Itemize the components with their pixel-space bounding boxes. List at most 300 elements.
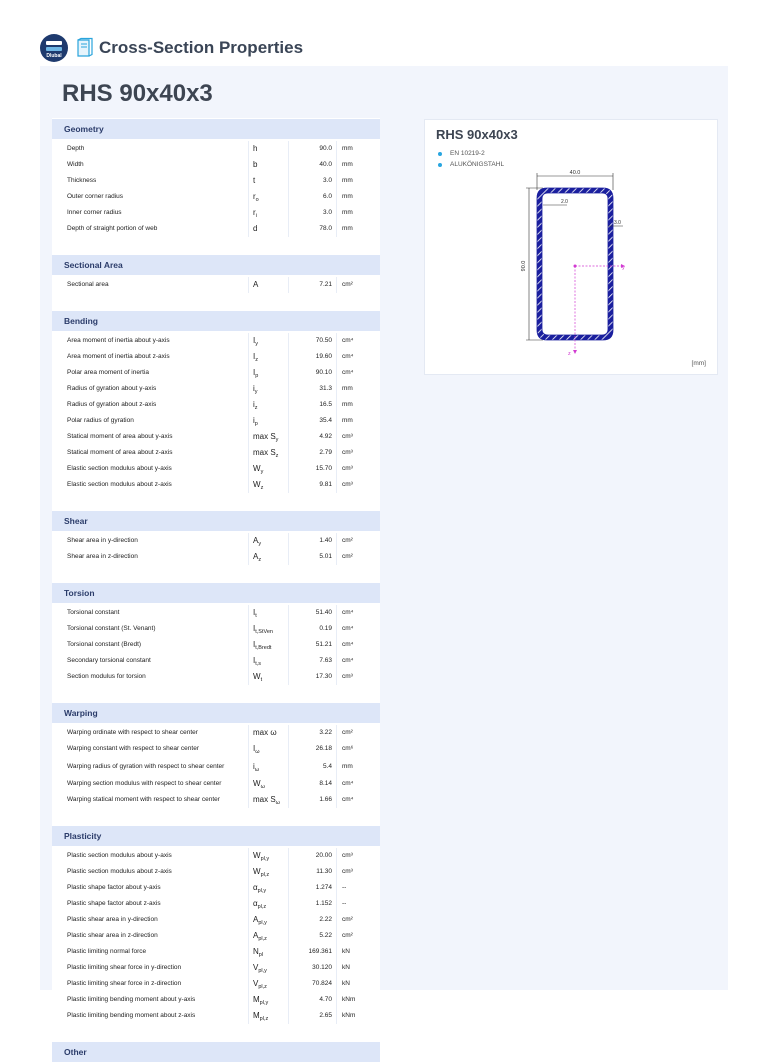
property-unit: cm³ [342,852,353,859]
property-symbol [253,848,269,864]
property-row [52,992,380,1008]
symbol-main: r [253,208,256,217]
symbol-main: W [253,464,261,473]
property-value: 30.120 [312,964,332,971]
property-symbol [253,549,261,565]
property-value: 4.70 [319,996,332,1003]
property-value: 2.65 [319,1012,332,1019]
property-value: 1.66 [319,796,332,803]
symbol-subscript: ω [254,767,260,773]
symbol-main: i [253,762,255,771]
radius-dimension-label: 2.0 [561,199,568,205]
property-unit: cm³ [342,868,353,875]
property-value: 51.40 [315,609,332,616]
property-value: 9.81 [319,481,332,488]
property-description: Elastic section modulus about z-axis [67,481,172,488]
property-description: Plastic limiting bending moment about z-axis [67,1012,196,1019]
symbol-main: V [253,979,259,988]
symbol-main: I [253,640,256,649]
property-row [52,976,380,992]
symbol-subscript: y [275,437,279,443]
property-unit: cm⁴ [342,337,354,344]
property-description: Radius of gyration about y-axis [67,385,157,392]
symbol-main: A [253,536,259,545]
property-row [52,621,380,637]
property-value: 169.361 [308,948,332,955]
symbol-main: A [253,280,259,289]
property-row [52,365,380,381]
symbol-subscript: pl,y [257,888,267,894]
symbol-subscript: t,StVen [255,629,273,635]
symbol-subscript: z [255,357,258,363]
property-unit: cm⁴ [342,796,354,803]
property-value: 40.0 [319,161,332,168]
property-row [52,445,380,461]
rhs-section-shape [537,188,613,340]
property-value: 5.4 [322,763,332,770]
property-symbol [253,741,260,757]
symbol-subscript: p [254,421,258,427]
property-value: 51.21 [315,641,332,648]
section-header: Bending [52,311,380,331]
property-description: Plastic limiting bending moment about y-axis [67,996,196,1003]
property-row [52,477,380,493]
property-symbol [253,960,267,976]
symbol-subscript: ω [275,800,280,806]
symbol-subscript: pl,z [258,936,267,942]
symbol-main: max ω [253,728,277,737]
symbol-main: I [253,744,256,753]
symbol-main: d [253,224,258,233]
symbol-subscript: i [255,213,257,219]
symbol-main: i [253,416,255,425]
property-row [52,1008,380,1024]
symbol-subscript: pl,y [258,968,267,974]
property-unit: cm⁴ [342,369,354,376]
section-header: Geometry [52,119,380,139]
property-row [52,221,380,237]
property-symbol [253,776,265,792]
property-value: 19.60 [315,353,332,360]
property-symbol [253,792,280,808]
property-row [52,757,380,776]
property-description: Warping radius of gyration with respect to shear center [67,762,225,770]
property-description: Width [67,161,84,168]
symbol-main: I [253,336,256,345]
property-value: 1.152 [315,900,332,907]
symbol-main: i [253,400,255,409]
symbol-main: N [253,947,259,956]
property-description: Inner corner radius [67,209,122,216]
section-shear [52,511,380,563]
property-unit: -- [342,884,347,891]
property-value: 78.0 [319,225,332,232]
section-bending [52,311,380,491]
property-row [52,349,380,365]
property-symbol [253,413,258,429]
property-symbol [253,205,257,221]
property-symbol [253,221,257,237]
property-symbol [253,928,267,944]
section-header: Plasticity [52,826,380,846]
property-symbol [253,141,257,157]
property-unit: mm [342,763,353,770]
symbol-main: A [253,931,259,940]
property-unit: mm [342,225,353,232]
page-title: RHS 90x40x3 [62,80,213,107]
app-header [40,34,303,62]
property-unit: cm⁴ [342,657,354,664]
symbol-subscript: t [260,677,263,683]
property-unit: cm² [342,729,353,736]
symbol-subscript: t [255,613,257,619]
property-value: 20.00 [315,852,332,859]
property-row [52,669,380,685]
property-row [52,928,380,944]
property-unit: cm⁴ [342,625,354,632]
symbol-subscript: pl,z [259,1016,269,1022]
property-unit: cm⁶ [342,745,354,752]
property-symbol [253,976,267,992]
property-unit: cm⁴ [342,609,354,616]
property-description: Warping constant with respect to shear center [67,745,199,752]
symbol-main: max S [253,795,276,804]
property-value: 3.22 [319,729,332,736]
property-row [52,381,380,397]
centroid-marker [574,265,577,268]
property-value: 7.21 [319,281,332,288]
property-unit: mm [342,385,353,392]
symbol-subscript: pl,z [258,984,267,990]
property-value: 70.50 [315,337,332,344]
property-unit: kN [342,964,350,971]
property-symbol [253,429,278,445]
property-description: Thickness [67,177,97,184]
symbol-subscript: pl,y [259,1000,269,1006]
section-other [52,1042,380,1062]
property-row [52,429,380,445]
app-title: Cross-Section Properties [99,38,304,57]
section-geometry [52,119,380,233]
section-sectional-area [52,255,380,289]
standard-label: ALUKÖNIGSTAHL [450,161,505,168]
property-unit: cm⁴ [342,641,354,648]
property-value: 2.79 [319,449,332,456]
property-description: Plastic limiting shear force in z-direction [67,980,182,987]
symbol-main: M [253,995,260,1004]
property-unit: cm⁴ [342,780,354,787]
property-symbol [253,880,266,896]
property-description: Depth [67,145,85,152]
property-symbol [253,397,258,413]
symbol-subscript: y [255,341,258,347]
symbol-main: W [253,867,261,876]
property-unit: cm³ [342,465,353,472]
property-symbol [253,912,267,928]
property-row [52,792,380,808]
property-symbol [253,605,257,621]
section-header: Sectional Area [52,255,380,275]
card-title: RHS 90x40x3 [436,127,518,142]
symbol-main: I [253,624,256,633]
property-description: Outer corner radius [67,193,123,200]
property-description: Plastic limiting shear force in y-direction [67,964,182,971]
property-row [52,141,380,157]
property-value: 17.30 [315,673,332,680]
property-row [52,637,380,653]
property-value: 35.4 [319,417,332,424]
property-description: Area moment of inertia about z-axis [67,353,170,360]
property-symbol [253,477,263,493]
section-torsion [52,583,380,683]
property-description: Secondary torsional constant [67,657,151,664]
property-description: Warping section modulus with respect to shear center [67,780,222,787]
property-row [52,880,380,896]
symbol-subscript: ω [255,749,260,755]
property-description: Plastic shape factor about z-axis [67,900,161,907]
property-description: Shear area in z-direction [67,553,138,560]
symbol-main: W [253,779,261,788]
property-symbol [253,349,258,365]
property-description: Plastic shear area in y-direction [67,916,158,923]
symbol-subscript: z [254,405,258,411]
property-value: 90.0 [319,145,332,152]
property-row [52,413,380,429]
property-description: Shear area in y-direction [67,537,138,544]
symbol-main: A [253,915,259,924]
y-axis-label: y [622,265,625,271]
units-note: [mm] [691,360,706,367]
symbol-subscript: pl [258,952,264,958]
property-row [52,549,380,565]
property-description: Statical moment of area about y-axis [67,433,173,440]
property-symbol [253,157,257,173]
property-row [52,397,380,413]
cross-section-drawing [425,120,719,376]
property-row [52,944,380,960]
property-value: 26.18 [315,745,332,752]
symbol-main: I [253,368,256,377]
property-unit: cm³ [342,673,353,680]
property-symbol [253,725,277,741]
property-description: Warping statical moment with respect to shear center [67,796,220,803]
property-value: 1.40 [319,537,332,544]
property-value: 8.14 [319,780,332,787]
property-unit: cm² [342,537,353,544]
section-header: Other [52,1042,380,1062]
property-symbol [253,461,263,477]
symbol-main: t [253,176,256,185]
property-value: 7.63 [319,657,332,664]
book-icon [75,38,93,58]
property-symbol [253,757,259,776]
symbol-main: α [253,899,258,908]
property-description: Torsional constant (Bredt) [67,641,142,648]
height-dimension-label: 90.0 [521,260,527,272]
property-unit: mm [342,401,353,408]
property-unit: mm [342,161,353,168]
property-unit: cm³ [342,449,353,456]
property-symbol [253,896,266,912]
symbol-subscript: pl,y [260,856,270,862]
symbol-subscript: z [275,453,279,459]
properties-table [52,118,380,1057]
property-row [52,896,380,912]
property-description: Plastic section modulus about z-axis [67,868,172,875]
z-axis-label: z [568,351,571,357]
property-unit: mm [342,145,353,152]
symbol-main: A [253,552,259,561]
property-description: Area moment of inertia about y-axis [67,337,170,344]
property-description: Elastic section modulus about y-axis [67,465,172,472]
symbol-subscript: y [258,541,262,547]
property-description: Plastic limiting normal force [67,948,147,955]
property-row [52,205,380,221]
thickness-dimension-label: 3.0 [614,220,621,226]
section-plasticity [52,826,380,1022]
property-row [52,864,380,880]
section-warping [52,703,380,806]
section-header: Warping [52,703,380,723]
property-symbol [253,533,261,549]
property-symbol [253,944,263,960]
property-unit: -- [342,900,347,907]
symbol-subscript: p [255,373,259,379]
property-row [52,189,380,205]
property-row [52,776,380,792]
property-row [52,533,380,549]
property-value: 2.22 [319,916,332,923]
property-row [52,173,380,189]
property-row [52,605,380,621]
property-unit: mm [342,209,353,216]
property-unit: cm² [342,916,353,923]
property-symbol [253,653,261,669]
property-description: Sectional area [67,281,109,288]
symbol-main: max S [253,448,276,457]
property-row [52,653,380,669]
symbol-main: I [253,608,256,617]
symbol-subscript: z [260,485,264,491]
property-unit: kNm [342,1012,356,1019]
property-symbol [253,173,255,189]
property-description: Warping ordinate with respect to shear center [67,729,198,736]
property-row [52,333,380,349]
property-description: Polar radius of gyration [67,417,134,424]
property-symbol [253,333,258,349]
symbol-main: W [253,851,261,860]
property-row [52,725,380,741]
property-description: Radius of gyration about z-axis [67,401,157,408]
symbol-main: i [253,384,255,393]
property-description: Plastic section modulus about y-axis [67,852,172,859]
symbol-subscript: ω [260,784,265,790]
property-value: 0.19 [319,625,332,632]
property-row [52,912,380,928]
property-symbol [253,637,271,653]
property-symbol [253,669,262,685]
section-header: Torsion [52,583,380,603]
property-description: Plastic shear area in z-direction [67,932,158,939]
symbol-subscript: y [254,389,258,395]
property-value: 6.0 [322,193,332,200]
property-unit: mm [342,177,353,184]
property-description: Statical moment of area about z-axis [67,449,173,456]
property-unit: kNm [342,996,356,1003]
property-unit: cm² [342,281,353,288]
property-unit: cm⁴ [342,353,354,360]
property-symbol [253,1008,268,1024]
property-symbol [253,621,273,637]
property-value: 5.01 [319,553,332,560]
symbol-subscript: t,Bredt [255,645,272,651]
property-row [52,848,380,864]
property-value: 15.70 [315,465,332,472]
property-unit: cm² [342,553,353,560]
property-value: 16.5 [319,401,332,408]
width-dimension-label: 40.0 [569,170,581,176]
property-symbol [253,992,268,1008]
property-value: 90.10 [315,369,332,376]
property-symbol [253,381,258,397]
symbol-main: V [253,963,259,972]
symbol-subscript: o [255,197,259,203]
symbol-subscript: pl,y [258,920,267,926]
property-row [52,277,380,293]
property-row [52,960,380,976]
property-unit: kN [342,980,350,987]
property-symbol [253,445,278,461]
symbol-main: W [253,672,261,681]
section-header: Shear [52,511,380,531]
property-row [52,157,380,173]
property-description: Plastic shape factor about y-axis [67,884,161,891]
property-symbol [253,277,258,293]
cross-section-card [424,119,718,375]
logo-text: Dlubal [46,53,62,59]
property-unit: mm [342,193,353,200]
property-value: 4.92 [319,433,332,440]
symbol-main: b [253,160,258,169]
symbol-subscript: pl,z [257,904,267,910]
property-unit: mm [342,417,353,424]
standard-label: EN 10219-2 [450,150,485,157]
property-description: Polar area moment of inertia [67,369,150,376]
property-value: 70.824 [312,980,332,987]
property-value: 3.0 [322,209,332,216]
property-symbol [253,365,258,381]
property-value: 5.22 [319,932,332,939]
property-value: 31.3 [319,385,332,392]
property-description: Section modulus for torsion [67,673,146,680]
symbol-subscript: pl,z [260,872,270,878]
dlubal-logo [40,34,68,62]
property-value: 1.274 [315,884,332,891]
property-symbol [253,864,269,880]
symbol-subscript: t,s [255,661,262,667]
property-value: 3.0 [322,177,332,184]
property-row [52,461,380,477]
property-row [52,741,380,757]
symbol-main: h [253,144,258,153]
symbol-main: r [253,192,256,201]
property-description: Torsional constant (St. Venant) [67,625,156,632]
property-description: Torsional constant [67,609,120,616]
property-unit: cm³ [342,433,353,440]
symbol-subscript: z [258,557,262,563]
property-symbol [253,189,259,205]
property-unit: cm³ [342,481,353,488]
